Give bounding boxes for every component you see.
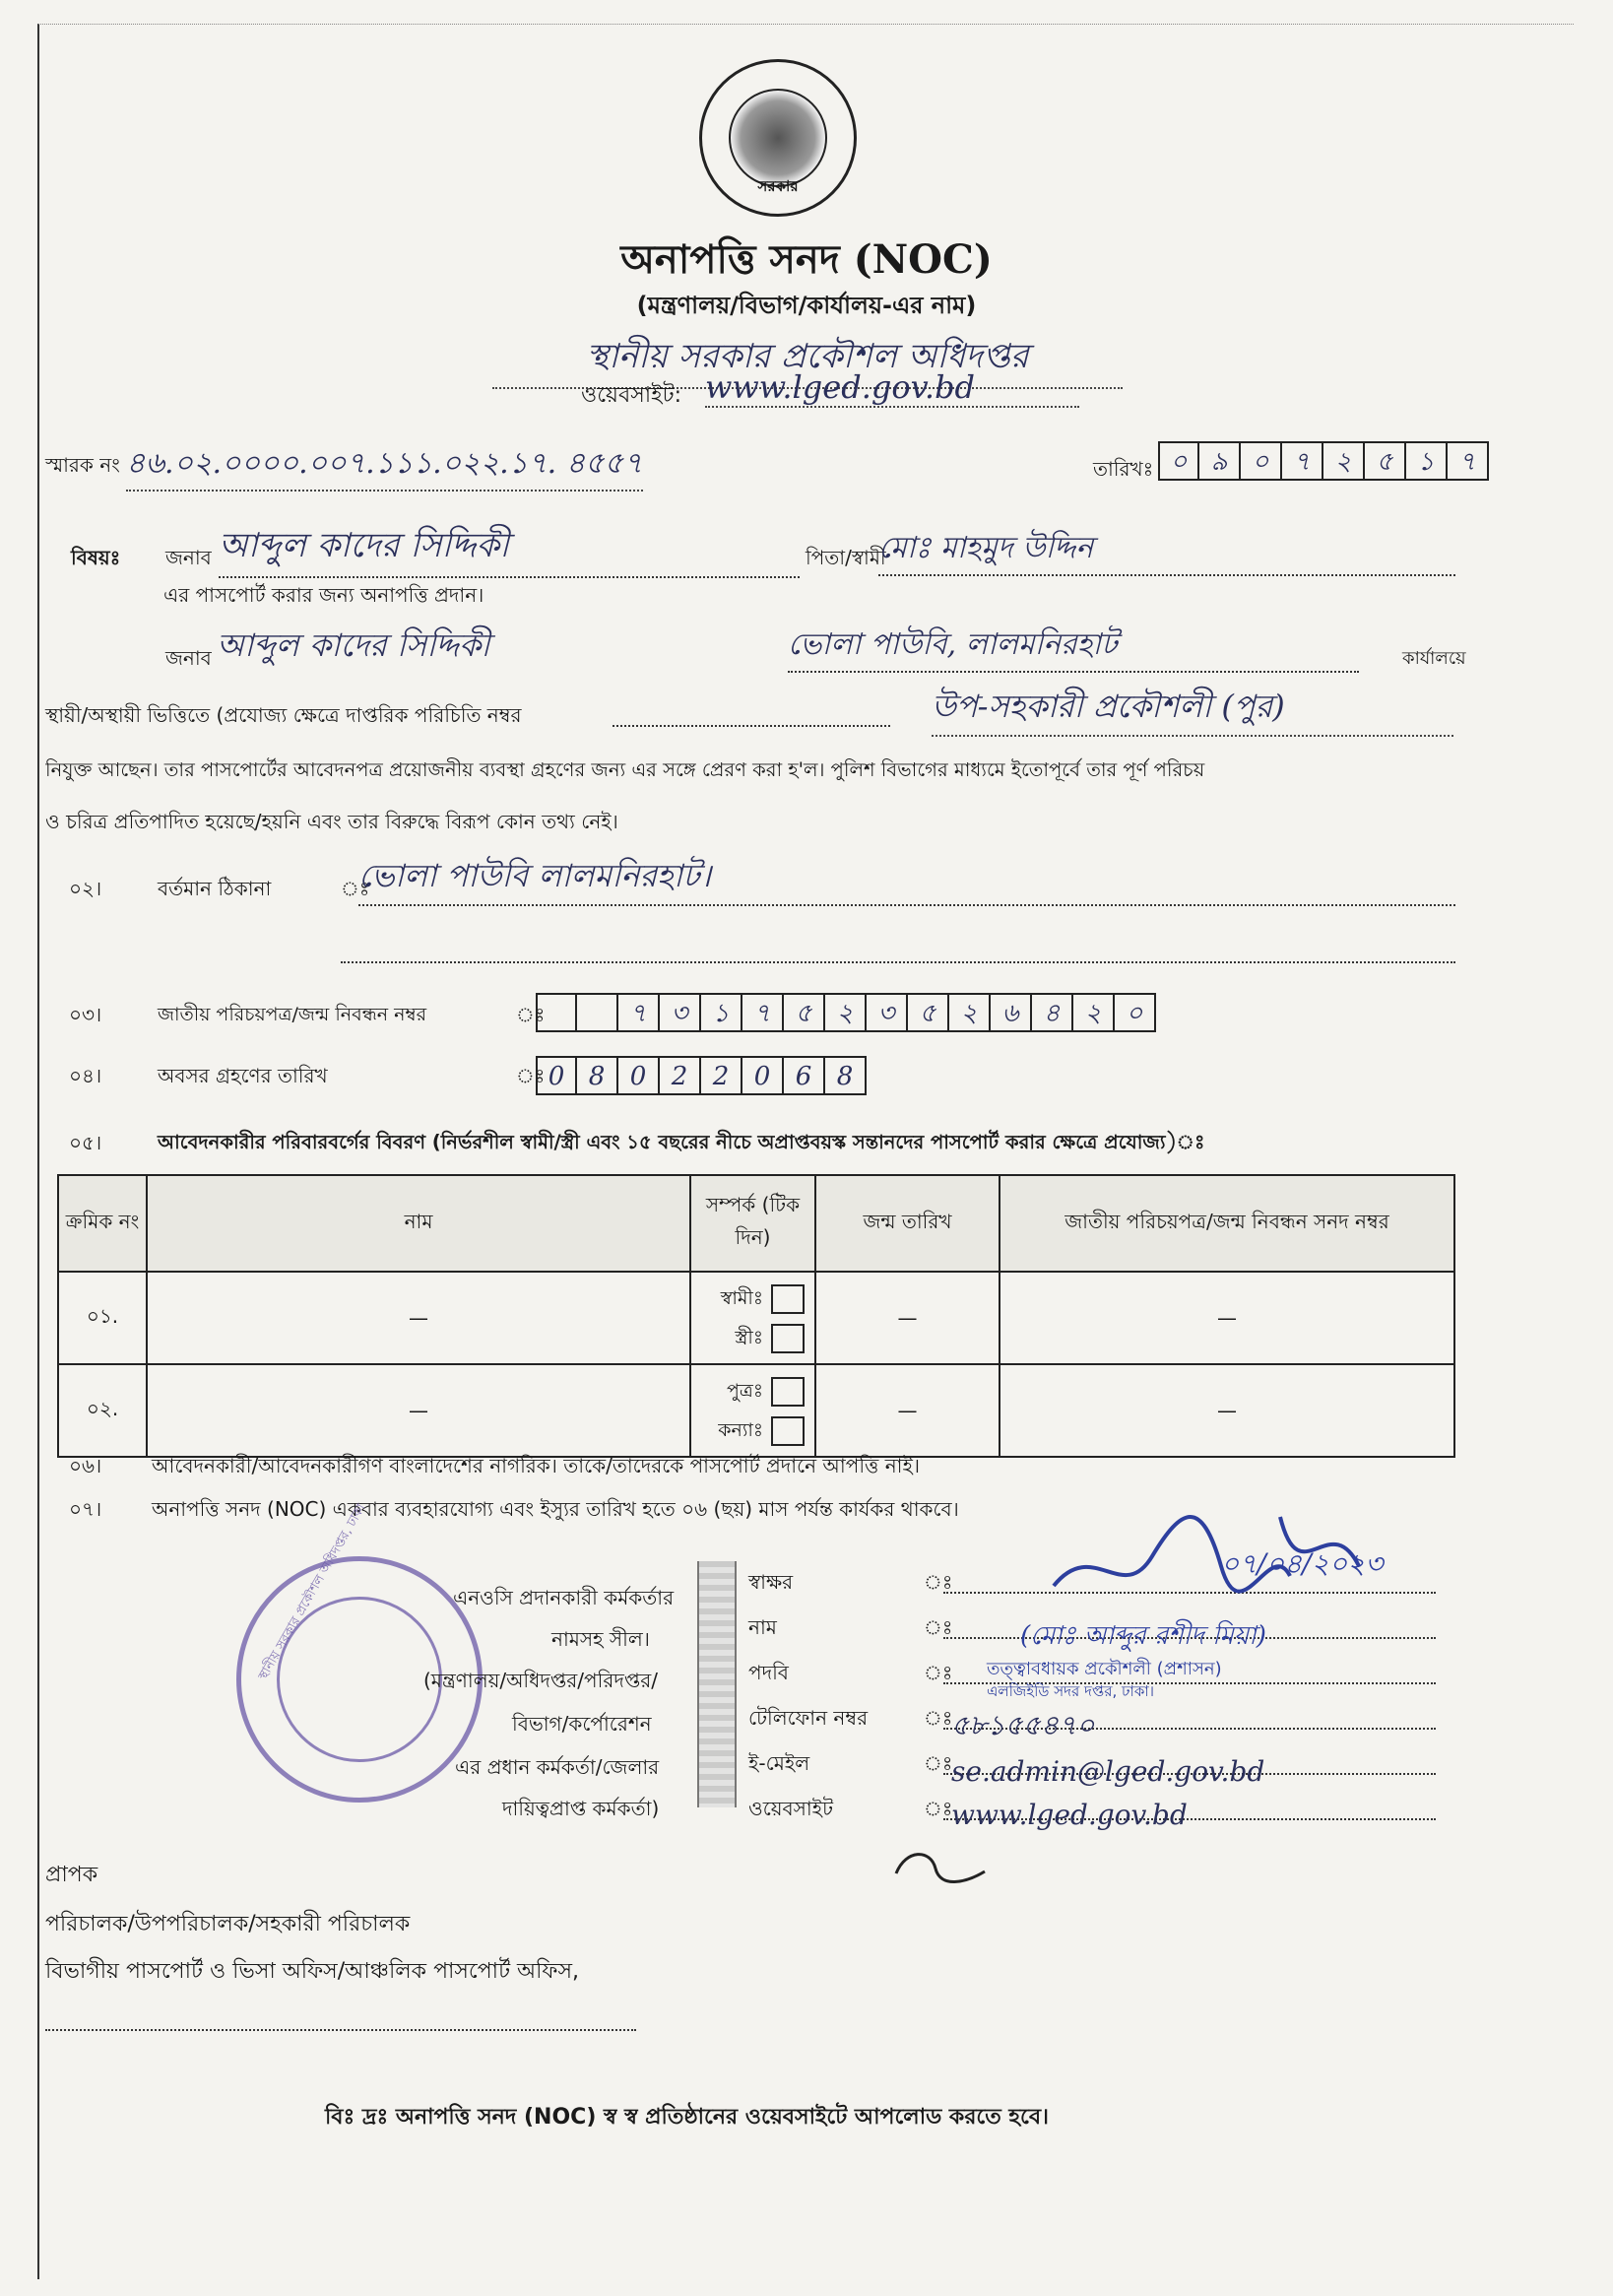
- field03-number: ০৩।: [69, 1003, 102, 1026]
- applicant-name: আব্দুল কাদের সিদ্দিকী: [219, 520, 800, 578]
- recipient-label: প্রাপক: [45, 1863, 98, 1887]
- row-serial: ০২.: [58, 1364, 147, 1457]
- row-relation: [690, 1364, 815, 1457]
- col-relation: সম্পর্ক (টিক দিন): [690, 1175, 815, 1272]
- body-para-line2: ও চরিত্র প্রতিপাদিত হয়েছে/হয়নি এবং তার বিরুদ্ধে বিরূপ কোন তথ্য নেই।: [45, 810, 618, 833]
- issuer-field-colon: ঃ: [924, 1661, 953, 1684]
- issuer-line: এনওসি প্রদানকারী কর্মকর্তার: [453, 1586, 675, 1609]
- officer-designation: তত্ত্বাবধায়ক প্রকৌশলী (প্রশাসন): [987, 1659, 1222, 1679]
- relation-checkbox[interactable]: [771, 1377, 805, 1407]
- retirement-digit-box: 0: [742, 1056, 784, 1095]
- seal-text: স্থানীয় সরকার প্রকৌশল অধিদপ্তর, ঢাকা: [255, 1501, 369, 1683]
- nid-digit-box: ২: [1073, 993, 1115, 1032]
- date-digit-box: ০: [1158, 441, 1199, 481]
- nid-digit-box: ৬: [991, 993, 1032, 1032]
- issuer-field-label: টেলিফোন নম্বর: [748, 1706, 869, 1730]
- field04-colon: ঃ: [516, 1064, 546, 1087]
- employee-post: উপ-সহকারী প্রকৌশলী (পুর): [932, 682, 1453, 737]
- nid-digit-box: [577, 993, 618, 1032]
- email-value: se.admin@lged.gov.bd: [951, 1755, 1265, 1788]
- nid-digit-box: ০: [1115, 993, 1156, 1032]
- document-title: অনাপত্তি সনদ (NOC): [620, 236, 993, 283]
- retirement-digit-box: 8: [825, 1056, 867, 1095]
- officer-name: (মোঃ আব্দুর রশীদ মিয়া): [1020, 1621, 1266, 1651]
- phone-value: ৫৮১৫৫৪৭০: [951, 1709, 1095, 1741]
- office-suffix: কার্যালয়ে: [1402, 648, 1466, 669]
- document-subtitle: (মন্ত্রণালয়/বিভাগ/কার্যালয়-এর নাম): [636, 292, 977, 319]
- field02-number: ০২।: [69, 877, 102, 900]
- issuer-field-colon: ঃ: [924, 1797, 953, 1820]
- issuer-field-label: পদবি: [748, 1661, 789, 1684]
- ref-label: স্মারক নং: [45, 453, 120, 477]
- recipient-line1: পরিচালক/উপপরিচালক/সহকারী পরিচালক: [45, 1912, 411, 1936]
- date-digit-box: ৯: [1199, 441, 1241, 481]
- recipient-line2: বিভাগীয় পাসপোর্ট ও ভিসা অফিস/আঞ্চলিক পাসপোর্ট অফিস,: [45, 1959, 579, 1984]
- subject-janab: জনাব: [165, 546, 212, 569]
- relation-checkbox[interactable]: [771, 1284, 805, 1314]
- issuer-line: (মন্ত্রণালয়/অধিদপ্তর/পরিদপ্তর/: [423, 1669, 659, 1692]
- retirement-digit-box: 0: [536, 1056, 577, 1095]
- nid-digit-box: ২: [825, 993, 867, 1032]
- government-emblem: [699, 59, 857, 217]
- officer-office: এলজিইডি সদর দপ্তর, ঢাকা।: [987, 1682, 1155, 1700]
- relation-label: পুত্রঃ: [727, 1380, 763, 1402]
- row-nid: —: [1000, 1272, 1454, 1364]
- table-header-row: [58, 1175, 1454, 1272]
- nid-digit-box: ৪: [1032, 993, 1073, 1032]
- relation-checkbox[interactable]: [771, 1416, 805, 1446]
- note06-number: ০৬।: [69, 1454, 102, 1477]
- permanent-label: স্থায়ী/অস্থায়ী ভিত্তিতে (প্রযোজ্য ক্ষেত্রে দাপ্তরিক পরিচিতি নম্বর: [45, 703, 522, 727]
- family-table: [57, 1174, 1455, 1458]
- nid-digit-box: ৭: [618, 993, 660, 1032]
- office-name: স্থানীয় সরকার প্রকৌশল অধিদপ্তর: [492, 331, 1123, 389]
- body-para-line1: নিযুক্ত আছেন। তার পাসপোর্টের আবেদনপত্র প্রয়োজনীয় ব্যবস্থা গ্রহণের জন্য এর সঙ্গে প্রেরণ করা হ'ল। পুলিশ বিভাগের মাধ্যমে ইতোপূর্বে তার পূর্ণ পরিচয়: [45, 758, 1205, 781]
- recipient-blank: [45, 2029, 636, 2031]
- present-address-line2: [341, 961, 1455, 963]
- field05-number: ০৫।: [69, 1131, 102, 1154]
- issuer-field-colon: ঃ: [924, 1751, 953, 1775]
- retirement-digit-box: 8: [577, 1056, 618, 1095]
- issuer-field-colon: ঃ: [924, 1615, 953, 1639]
- subject-label: বিষয়ঃ: [71, 546, 121, 569]
- col-nid: জাতীয় পরিচয়পত্র/জন্ম নিবন্ধন সনদ নম্বর: [1000, 1175, 1454, 1272]
- retirement-digit-box: 2: [701, 1056, 742, 1095]
- date-boxes: [1158, 441, 1489, 481]
- retirement-digit-box: 0: [618, 1056, 660, 1095]
- issuer-field-label: ওয়েবসাইট: [748, 1797, 833, 1820]
- issuer-line: এর প্রধান কর্মকর্তা/জেলার: [455, 1755, 660, 1779]
- ref-number: ৪৬.০২.০০০০.০০৭.১১১.০২২.১৭. ৪৫৫৭: [126, 439, 643, 492]
- revenue-stamp-strip: [697, 1561, 737, 1807]
- row-dob: —: [815, 1364, 1000, 1457]
- nid-digit-box: ৫: [784, 993, 825, 1032]
- issuer-line: বিভাগ/কর্পোরেশন: [512, 1712, 652, 1736]
- retirement-digit-box: 6: [784, 1056, 825, 1095]
- signature-date: ০৭/০৪/২০২৩: [1221, 1547, 1384, 1580]
- issuer-field-label: ই-মেইল: [748, 1751, 810, 1775]
- subject-line2: এর পাসপোর্ট করার জন্য অনাপত্তি প্রদান।: [163, 583, 484, 607]
- field02-colon: ঃ: [341, 877, 370, 900]
- employee-name: আব্দুল কাদের সিদ্দিকী: [217, 626, 490, 664]
- field03-colon: ঃ: [516, 1003, 546, 1026]
- nid-digit-box: ১: [701, 993, 742, 1032]
- issuer-line: দায়িত্বপ্রাপ্ত কর্মকর্তা): [502, 1797, 660, 1820]
- row-serial: ০১.: [58, 1272, 147, 1364]
- field05-label: আবেদনকারীর পরিবারবর্গের বিবরণ (নির্ভরশীল স্বামী/স্ত্রী এবং ১৫ বছরের নীচে অপ্রাপ্তবয়স্ক সন্তানদের পাসপোর্ট করার ক্ষেত্রে প্রযোজ্য)ঃ: [158, 1131, 1205, 1153]
- date-digit-box: ০: [1241, 441, 1282, 481]
- table-row: [58, 1364, 1454, 1457]
- nid-digit-box: [536, 993, 577, 1032]
- body-janab: জনাব: [165, 646, 212, 670]
- date-digit-box: ৭: [1282, 441, 1323, 481]
- issuer-field-label: নাম: [748, 1615, 777, 1639]
- relation-checkbox[interactable]: [771, 1324, 805, 1353]
- id-number-blank: [613, 725, 890, 727]
- relation-label: স্ত্রীঃ: [735, 1327, 763, 1348]
- nid-digit-box: ৩: [867, 993, 908, 1032]
- date-digit-box: ৫: [1365, 441, 1406, 481]
- date-digit-box: ২: [1323, 441, 1365, 481]
- website-value: www.lged.gov.bd: [705, 368, 1079, 408]
- issuer-field-colon: ঃ: [924, 1706, 953, 1730]
- employee-office: ভোলা পাউবি, লালমনিরহাট: [788, 621, 1359, 673]
- row-dob: —: [815, 1272, 1000, 1364]
- father-name: মোঃ মাহমুদ উদ্দিন: [878, 524, 1455, 576]
- row-nid: —: [1000, 1364, 1454, 1457]
- col-name: নাম: [147, 1175, 690, 1272]
- nid-digit-box: ২: [949, 993, 991, 1032]
- date-digit-box: ১: [1406, 441, 1448, 481]
- col-serial: ক্রমিক নং: [58, 1175, 147, 1272]
- present-address: ভোলা পাউবি লালমনিরহাট।: [358, 851, 1455, 906]
- website-label: ওয়েবসাইট:: [581, 383, 681, 408]
- date-digit-box: ৭: [1448, 441, 1489, 481]
- retirement-digit-box: 2: [660, 1056, 701, 1095]
- nid-digit-box: ৫: [908, 993, 949, 1032]
- nid-digit-box: ৩: [660, 993, 701, 1032]
- field03-label: জাতীয় পরিচয়পত্র/জন্ম নিবন্ধন নম্বর: [158, 1004, 427, 1025]
- field04-number: ০৪।: [69, 1064, 102, 1087]
- nid-boxes: [536, 993, 1156, 1032]
- col-dob: জন্ম তারিখ: [815, 1175, 1000, 1272]
- issuer-field-label: স্বাক্ষর: [748, 1570, 794, 1594]
- initials-mark: [886, 1844, 995, 1893]
- father-label: পিতা/স্বামী: [806, 546, 886, 569]
- row-relation: [690, 1272, 815, 1364]
- issuer-line: নামসহ সীল।: [551, 1627, 650, 1651]
- emblem-center: [729, 89, 827, 187]
- row-name: —: [147, 1364, 690, 1457]
- note07-text: অনাপত্তি সনদ (NOC) একবার ব্যবহারযোগ্য এবং ইস্যুর তারিখ হতে ০৬ (ছয়) মাস পর্যন্ত কার্যকর থাকবে।: [152, 1497, 959, 1521]
- retirement-date-boxes: [536, 1056, 867, 1095]
- note06-text: আবেদনকারী/আবেদনকারীগণ বাংলাদেশের নাগরিক। তাকে/তাদেরকে পাসপোর্ট প্রদানে আপত্তি নাই।: [152, 1454, 921, 1477]
- issuer-field-colon: ঃ: [924, 1570, 953, 1594]
- table-row: [58, 1272, 1454, 1364]
- note07-number: ০৭।: [69, 1497, 102, 1521]
- relation-label: স্বামীঃ: [720, 1287, 763, 1309]
- emblem-label: সরকার: [757, 177, 799, 195]
- row-name: —: [147, 1272, 690, 1364]
- nid-digit-box: ৭: [742, 993, 784, 1032]
- relation-label: কন্যাঃ: [718, 1419, 763, 1441]
- field04-label: অবসর গ্রহণের তারিখ: [158, 1064, 328, 1087]
- field02-label: বর্তমান ঠিকানা: [158, 877, 272, 900]
- website-issuer-value: www.lged.gov.bd: [951, 1799, 1188, 1831]
- date-label: তারিখঃ: [1093, 457, 1154, 481]
- footer-note: বিঃ দ্রঃ অনাপত্তি সনদ (NOC) স্ব স্ব প্রতিষ্ঠানের ওয়েবসাইটে আপলোড করতে হবে।: [325, 2105, 1049, 2130]
